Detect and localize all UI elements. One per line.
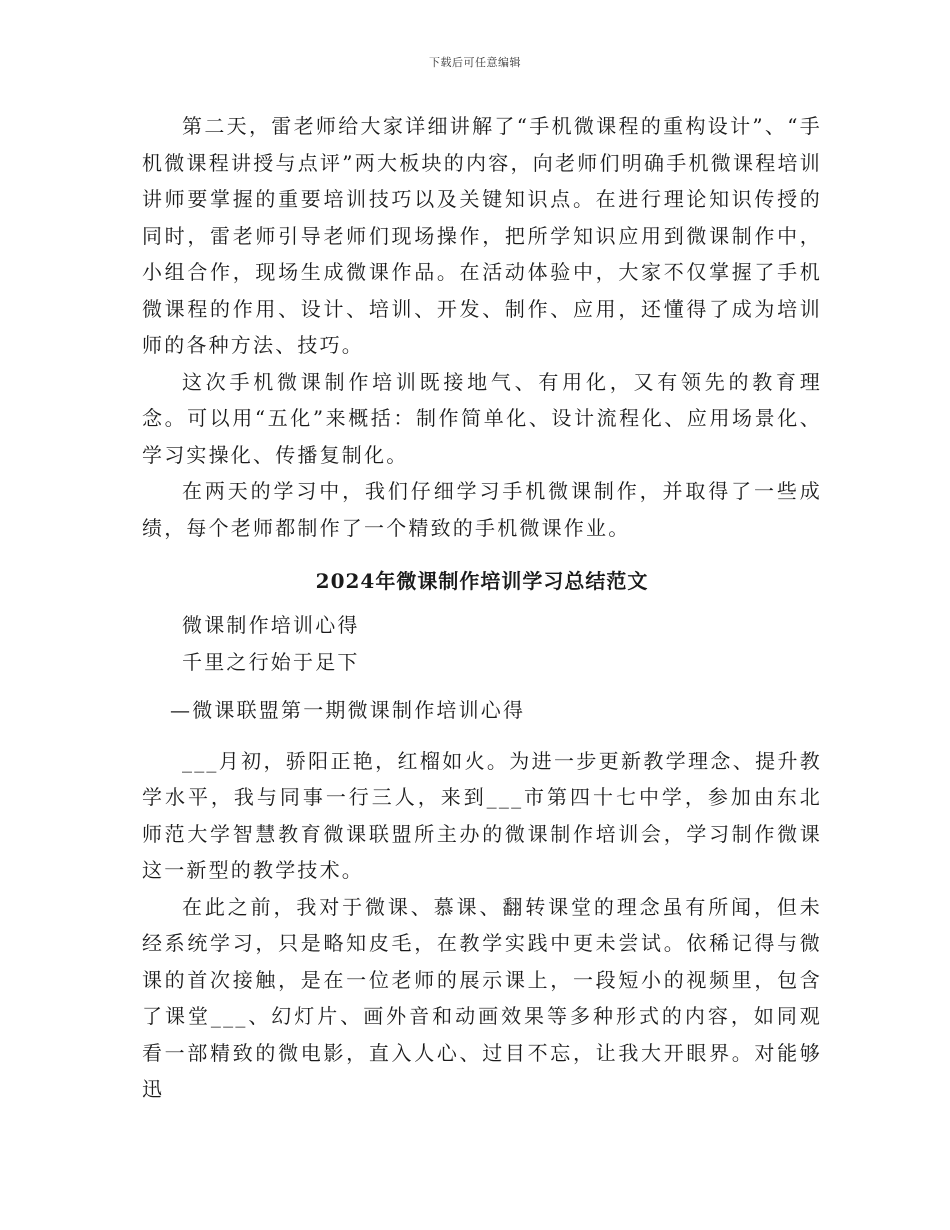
- paragraph-4: ___月初，骄阳正艳，红榴如火。为进一步更新教学理念、提升教学水平，我与同事一行三人，来到___市第四十七中学，参加由东北师范大学智慧教育微课联盟所主办的微课制作培训会，学习制作微课这一新型的教学技术。: [142, 748, 822, 882]
- document-title: 2024年微课制作培训学习总结范文: [315, 569, 649, 593]
- paragraph-1: 第二天，雷老师给大家详细讲解了“手机微课程的重构设计”、“手机微课程讲授与点评”两大板块的内容，向老师们明确手机微课程培训讲师要掌握的重要培训技巧以及关键知识点。在进行理论知识传授的同时，雷老师引导老师们现场操作，把所学知识应用到微课制作中，小组合作，现场生成微课作品。在活动体验中，大家不仅掌握了手机微课程的作用、设计、培训、开发、制作、应用，还懂得了成为培训师的各种方法、技巧。: [142, 114, 822, 357]
- page-header: 下载后可任意编辑: [429, 56, 521, 69]
- section-1: [142, 108, 822, 546]
- byline: —微课联盟第一期微课制作培训心得: [170, 698, 526, 722]
- section-2: [142, 563, 822, 1108]
- paragraph-5: 在此之前，我对于微课、慕课、翻转课堂的理念虽有所闻，但未经系统学习，只是略知皮毛，在教学实践中更未尝试。依稀记得与微课的首次接触，是在一位老师的展示课上，一段短小的视频里，包含了课堂___、幻灯片、画外音和动画效果等多种形式的内容，如同观看一部精致的微电影，直入人心、过目不忘，让我大开眼界。对能够迅: [142, 894, 822, 1101]
- subtitle-1: 微课制作培训心得: [182, 613, 360, 637]
- paragraph-3: 在两天的学习中，我们仔细学习手机微课制作，并取得了一些成绩，每个老师都制作了一个精致的手机微课作业。: [142, 479, 822, 540]
- subtitle-2: 千里之行始于足下: [182, 649, 360, 674]
- paragraph-2: 这次手机微课制作培训既接地气、有用化，又有领先的教育理念。可以用“五化”来概括：制作简单化、设计流程化、应用场景化、学习实操化、传播复制化。: [142, 369, 822, 467]
